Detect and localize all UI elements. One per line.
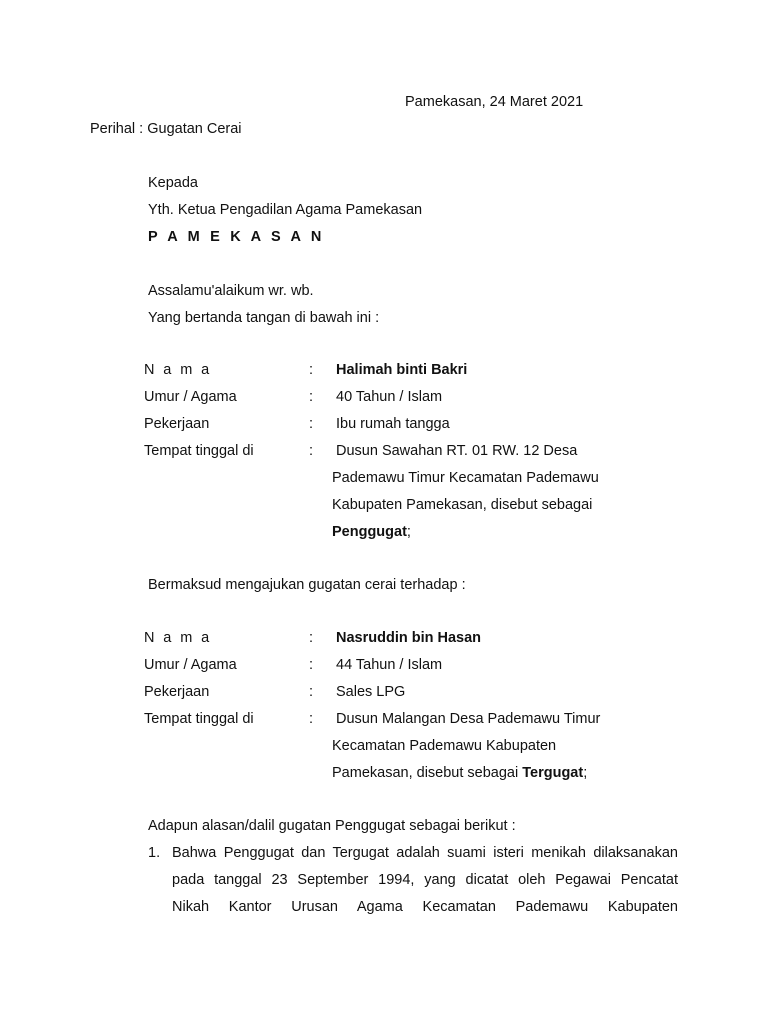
colon: : — [309, 657, 314, 673]
subject-line: Perihal : Gugatan Cerai — [90, 121, 242, 137]
defendant-name-label: N a m a — [144, 630, 212, 646]
plaintiff-age-label: Umur / Agama — [144, 389, 237, 405]
defendant-role: Tergugat — [522, 765, 584, 781]
colon: : — [309, 684, 314, 700]
defendant-job: Sales LPG — [336, 684, 406, 700]
plaintiff-job: Ibu rumah tangga — [336, 416, 450, 432]
defendant-address-line2: Kecamatan Pademawu Kabupaten — [332, 738, 557, 754]
reason-1-number: 1. — [148, 845, 161, 861]
plaintiff-address-line1: Dusun Sawahan RT. 01 RW. 12 Desa — [336, 443, 578, 459]
address-city: P A M E K A S A N — [148, 229, 325, 245]
defendant-age: 44 Tahun / Islam — [336, 657, 443, 673]
plaintiff-job-label: Pekerjaan — [144, 416, 210, 432]
colon: : — [309, 416, 314, 432]
plaintiff-role: Penggugat — [332, 524, 407, 540]
reason-1-line1: Bahwa Penggugat dan Tergugat adalah suami isteri menikah dilaksanakan — [172, 845, 678, 861]
defendant-name: Nasruddin bin Hasan — [336, 630, 482, 646]
colon: : — [309, 389, 314, 405]
place-date: Pamekasan, 24 Maret 2021 — [405, 94, 584, 110]
defendant-address-line1: Dusun Malangan Desa Pademawu Timur — [336, 711, 601, 727]
defendant-job-label: Pekerjaan — [144, 684, 210, 700]
reason-1-line2: pada tanggal 23 September 1994, yang dicatat oleh Pegawai Pencatat — [172, 872, 678, 888]
intro-text: Yang bertanda tangan di bawah ini : — [148, 310, 380, 326]
plaintiff-address-label: Tempat tinggal di — [144, 443, 254, 459]
colon: : — [309, 630, 314, 646]
defendant-role-line — [332, 764, 587, 782]
greeting: Assalamu'alaikum wr. wb. — [148, 283, 314, 299]
plaintiff-name: Halimah binti Bakri — [336, 362, 468, 378]
address-to: Kepada — [148, 175, 198, 191]
address-recipient: Yth. Ketua Pengadilan Agama Pamekasan — [148, 202, 423, 218]
defendant-age-label: Umur / Agama — [144, 657, 237, 673]
plaintiff-age: 40 Tahun / Islam — [336, 389, 443, 405]
plaintiff-role-suffix: ; — [406, 524, 411, 540]
plaintiff-address-line3: Kabupaten Pamekasan, disebut sebagai — [332, 497, 593, 513]
plaintiff-role-line — [332, 523, 411, 541]
defendant-role-suffix: ; — [583, 765, 588, 781]
reasons-intro: Adapun alasan/dalil gugatan Penggugat sebagai berikut : — [148, 818, 516, 834]
colon: : — [309, 711, 314, 727]
plaintiff-name-label: N a m a — [144, 362, 212, 378]
colon: : — [309, 443, 314, 459]
defendant-address-line3: Pamekasan, disebut sebagai — [332, 765, 523, 781]
reason-1-line3: Nikah Kantor Urusan Agama Kecamatan Pademawu Kabupaten — [172, 899, 678, 915]
plaintiff-address-line2: Pademawu Timur Kecamatan Pademawu — [332, 470, 599, 486]
defendant-address-label: Tempat tinggal di — [144, 711, 254, 727]
colon: : — [309, 362, 314, 378]
transition-text: Bermaksud mengajukan gugatan cerai terhadap : — [148, 577, 466, 593]
